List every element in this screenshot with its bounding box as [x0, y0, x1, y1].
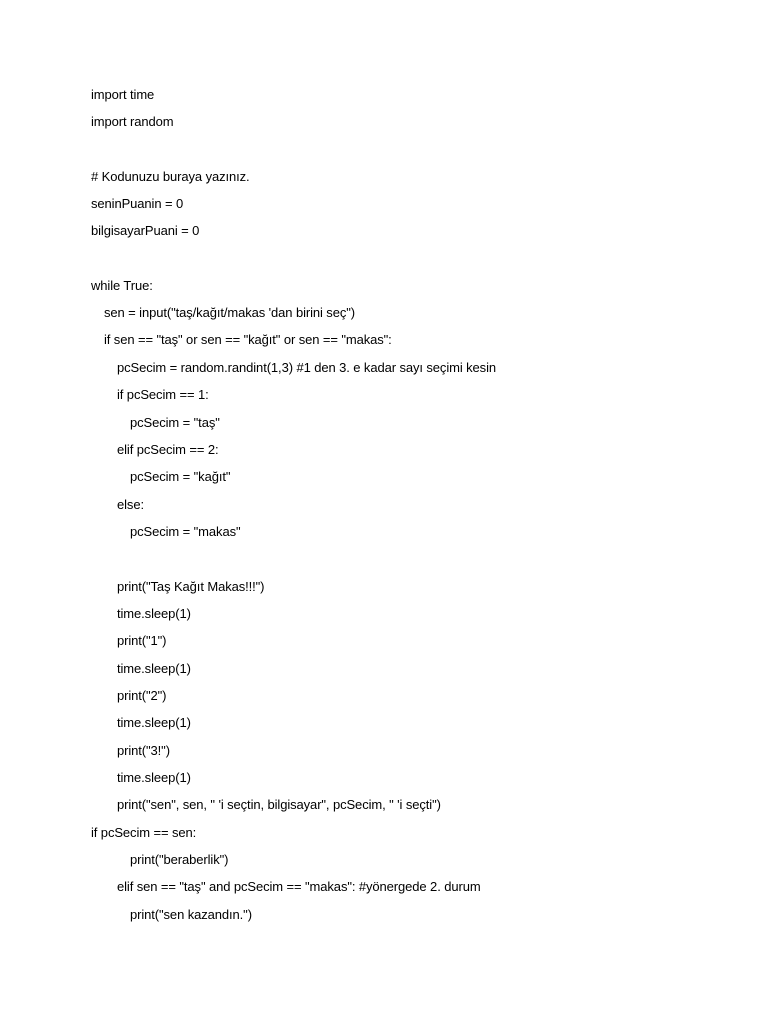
code-line: time.sleep(1) — [117, 606, 191, 621]
code-line: print("1") — [117, 633, 167, 648]
code-line: elif pcSecim == 2: — [117, 442, 219, 457]
code-line: bilgisayarPuani = 0 — [91, 223, 200, 238]
code-line: elif sen == "taş" and pcSecim == "makas": #yönergede 2. durum — [117, 879, 481, 894]
code-line: if pcSecim == 1: — [117, 387, 209, 402]
code-line: pcSecim = "makas" — [130, 524, 241, 539]
code-line: import random — [91, 114, 174, 129]
code-line: if pcSecim == sen: — [91, 825, 197, 840]
code-line: print("sen", sen, " 'i seçtin, bilgisayar", pcSecim, " 'i seçti") — [117, 797, 441, 812]
code-line: print("sen kazandın.") — [130, 907, 252, 922]
code-line: pcSecim = random.randint(1,3) #1 den 3. e kadar sayı seçimi kesin — [117, 360, 496, 375]
code-line: pcSecim = "taş" — [130, 415, 220, 430]
code-line: import time — [91, 87, 155, 102]
code-line: time.sleep(1) — [117, 715, 191, 730]
code-line: else: — [117, 497, 144, 512]
code-line: while True: — [91, 278, 153, 293]
code-line: time.sleep(1) — [117, 661, 191, 676]
code-line: print("2") — [117, 688, 167, 703]
code-line: if sen == "taş" or sen == "kağıt" or sen == "makas": — [104, 332, 392, 347]
code-line: time.sleep(1) — [117, 770, 191, 785]
code-line: print("beraberlik") — [130, 852, 229, 867]
code-line: pcSecim = "kağıt" — [130, 469, 231, 484]
code-line: sen = input("taş/kağıt/makas 'dan birini seç") — [104, 305, 355, 320]
code-line: # Kodunuzu buraya yazınız. — [91, 169, 250, 184]
code-line: print("Taş Kağıt Makas!!!") — [117, 579, 265, 594]
code-line: print("3!") — [117, 743, 170, 758]
code-line: seninPuanin = 0 — [91, 196, 184, 211]
